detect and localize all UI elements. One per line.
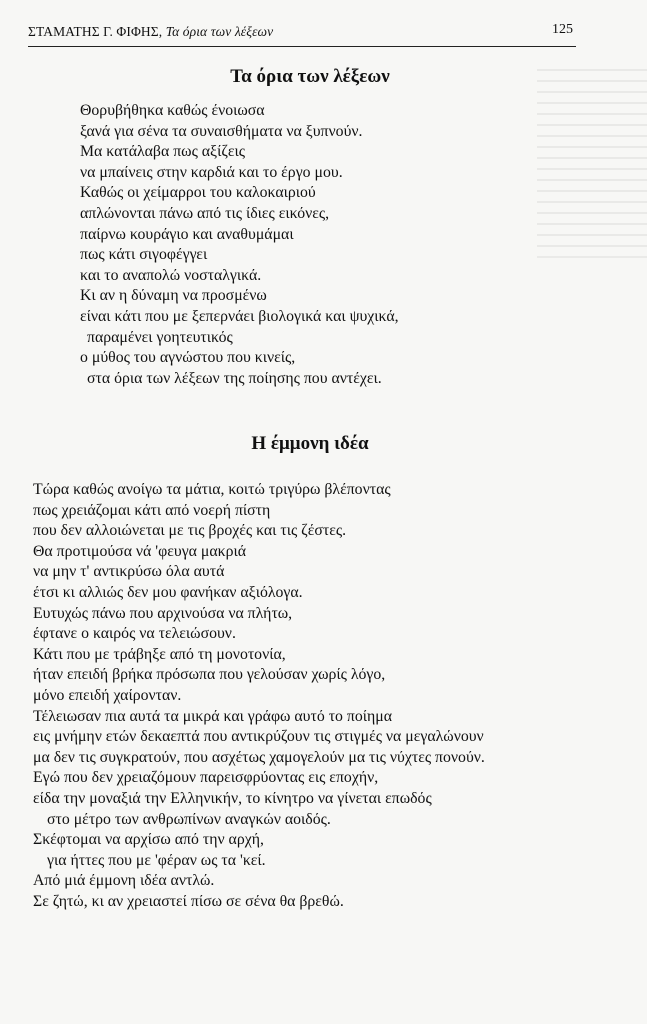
poem-title: Τα όρια των λέξεων bbox=[230, 66, 390, 87]
verse-line: είδα την μοναξιά την Ελληνικήν, το κίνητρο να γίνεται επωδός bbox=[33, 789, 432, 807]
verse-line: Σκέφτομαι να αρχίσω από την αρχή, bbox=[33, 831, 264, 849]
verse-line: στα όρια των λέξεων της ποίησης που αντέχει. bbox=[87, 369, 382, 387]
verse-line: παραμένει γοητευτικός bbox=[87, 328, 233, 346]
verse-line: απλώνονται πάνω από τις ίδιες εικόνες, bbox=[80, 204, 330, 222]
verse-line: Ευτυχώς πάνω που αρχινούσα να πλήτω, bbox=[33, 604, 293, 622]
verse-line: Θα προτιμούσα νά 'φευγα μακριά bbox=[33, 542, 247, 560]
verse-line: Τώρα καθώς ανοίγω τα μάτια, κοιτώ τριγύρω βλέποντας bbox=[33, 481, 391, 498]
verse-line: για ήττες που με 'φέραν ως τα 'κεί. bbox=[47, 851, 266, 869]
verse-line: Καθώς οι χείμαρροι του καλοκαιριού bbox=[80, 184, 316, 202]
verse-line: πως χρειάζομαι κάτι από νοερή πίστη bbox=[33, 501, 271, 519]
verse-line: ξανά για σένα τα συναισθήματα να ξυπνούν. bbox=[80, 122, 363, 140]
poem-verse bbox=[80, 101, 399, 389]
verse-line: μα δεν τις συγκρατούν, που ασχέτως χαμογελούν μα τις νύχτες πονούν. bbox=[33, 748, 485, 766]
verse-line: είναι κάτι που με ξεπερνάει βιολογικά και ψυχικά, bbox=[80, 307, 399, 325]
header-book-title: Τα όρια των λέξεων bbox=[165, 24, 274, 39]
verse-line: Τέλειωσαν πια αυτά τα μικρά και γράφω αυτό το ποίημα bbox=[33, 707, 393, 725]
poem-title: Η έμμονη ιδέα bbox=[251, 433, 369, 454]
verse-line: Σε ζητώ, κι αν χρειαστεί πίσω σε σένα θα βρεθώ. bbox=[33, 892, 344, 910]
verse-line: πως κάτι σιγοφέγγει bbox=[80, 246, 208, 264]
verse-line: εις μνήμην ετών δεκαεπτά που αντικρύζουν τις στιγμές να μεγαλώνουν bbox=[33, 728, 484, 746]
header-rule bbox=[28, 46, 576, 47]
verse-line: στο μέτρο των ανθρωπίνων αναγκών αοιδός. bbox=[47, 810, 331, 828]
verse-line: να μπαίνεις στην καρδιά και το έργο μου. bbox=[80, 163, 343, 181]
verse-line: παίρνω κουράγιο και αναθυμάμαι bbox=[80, 225, 294, 243]
verse-line: Κι αν η δύναμη να προσμένω bbox=[80, 287, 267, 305]
verse-line: μόνο επειδή χαίρονταν. bbox=[33, 686, 182, 704]
verse-line: ο μύθος του αγνώστου που κινείς, bbox=[80, 349, 296, 367]
running-head bbox=[28, 24, 576, 40]
verse-line: έτσι κι αλλιώς δεν μου φανήκαν αξιόλογα. bbox=[33, 583, 303, 601]
verse-line: και το αναπολώ νοσταλγικά. bbox=[80, 266, 262, 284]
verse-line: έφτανε ο καιρός να τελειώσουν. bbox=[33, 625, 236, 643]
verse-line: να μην τ' αντικρύσω όλα αυτά bbox=[33, 563, 225, 581]
verse-line: Κάτι που με τράβηξε από τη μονοτονία, bbox=[33, 645, 286, 663]
verse-line: Από μιά έμμονη ιδέα αντλώ. bbox=[33, 872, 215, 890]
poem-verse bbox=[33, 480, 485, 912]
header-separator: , bbox=[158, 24, 163, 39]
verse-line: Θορυβήθηκα καθώς ένοιωσα bbox=[80, 102, 265, 119]
verse-line: Μα κατάλαβα πως αξίζεις bbox=[80, 143, 246, 161]
verse-line: που δεν αλλοιώνεται με τις βροχές και τις ζέστες. bbox=[33, 522, 347, 540]
page-number: 125 bbox=[552, 22, 573, 37]
verse-line: Εγώ που δεν χρειαζόμουν παρεισφρύοντας εις εποχήν, bbox=[33, 769, 379, 787]
header-author: ΣΤΑΜΑΤΗΣ Γ. ΦΙΦΗΣ bbox=[28, 24, 159, 39]
verse-line: ήταν επειδή βρήκα πρόσωπα που γελούσαν χωρίς λόγο, bbox=[33, 666, 386, 684]
